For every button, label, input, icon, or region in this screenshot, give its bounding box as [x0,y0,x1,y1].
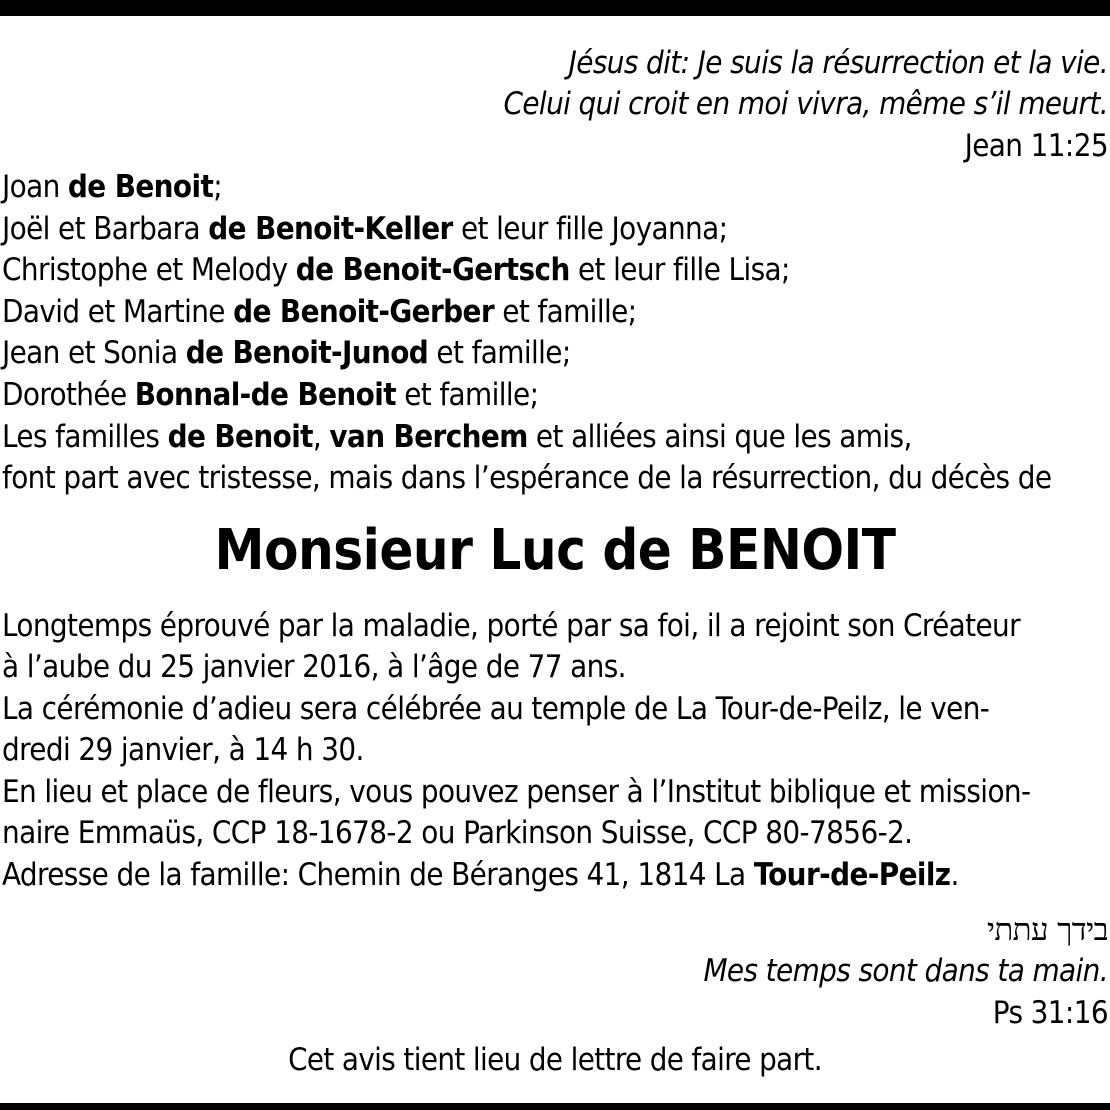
family-line-3-suffix: et leur fille Lisa; [569,252,790,288]
family-line-5-suffix: et famille; [428,335,571,371]
body-line-1: Longtemps éprouvé par la maladie, porté par sa foi, il a rejoint son Créateur [2,608,1020,644]
footer-note: Cet avis tient lieu de lettre de faire part. [288,1042,822,1078]
family-line-4-suffix: et famille; [494,294,637,330]
family-line-1-suffix: ; [213,169,222,205]
body-line-7-place: Tour-de-Peilz [753,857,951,893]
family-line-2 [2,210,727,248]
family-line-7-text: Les familles [2,419,168,455]
body-line-7-suffix: . [950,857,959,893]
family-line-7-separator: , [312,419,330,455]
family-line-4-text: David et Martine [2,294,234,330]
verse-top-line-2: Celui qui croit en moi vivra, même s’il meurt. [503,86,1108,122]
verse-bottom-reference: Ps 31:16 [992,995,1108,1031]
body-line-4: dredi 29 janvier, à 14 h 30. [2,732,364,768]
family-line-8: font part avec tristesse, mais dans l’espérance de la résurrection, du décès de [2,460,1052,496]
family-line-1 [2,168,222,206]
family-line-4-name: de Benoit-Gerber [233,294,494,330]
deceased-name: Monsieur Luc de BENOIT [214,518,896,583]
family-line-6-name: Bonnal-de Benoit [134,377,396,413]
verse-bottom-line: Mes temps sont dans ta main. [703,953,1108,989]
family-line-6 [2,376,538,414]
family-line-7-name-2: van Berchem [329,419,528,455]
family-line-3-name: de Benoit-Gertsch [295,252,570,288]
family-line-7-name-1: de Benoit [167,419,313,455]
family-line-7 [2,418,912,456]
verse-top-line-1: Jésus dit: Je suis la résurrection et la vie. [568,45,1108,81]
family-line-5-text: Jean et Sonia [2,335,186,371]
verse-bottom-hebrew: בידך עתתי [986,912,1108,948]
body-line-5: En lieu et place de fleurs, vous pouvez penser à l’Institut biblique et mission- [2,774,1031,810]
family-line-3 [2,251,790,289]
body-line-7-text: Adresse de la famille: Chemin de Béranges 41, 1814 La [2,857,754,893]
family-line-2-suffix: et leur fille Joyanna; [452,211,728,247]
body-line-3: La cérémonie d’adieu sera célébrée au temple de La Tour-de-Peilz, le ven- [2,691,990,727]
family-line-5-name: de Benoit-Junod [185,335,429,371]
family-line-1-text: Joan [2,169,68,205]
family-line-3-text: Christophe et Melody [2,252,296,288]
family-line-1-name: de Benoit [67,169,214,205]
family-line-7-suffix: et alliées ainsi que les amis, [527,419,912,455]
family-line-4 [2,293,637,331]
body-line-2: à l’aube du 25 janvier 2016, à l’âge de 77 ans. [2,649,626,685]
body-line-7 [2,856,959,894]
top-border-rule [0,0,1110,16]
family-line-6-text: Dorothée [2,377,135,413]
body-line-6: naire Emmaüs, CCP 18-1678-2 ou Parkinson Suisse, CCP 80-7856-2. [2,815,913,851]
family-line-2-name: de Benoit-Keller [208,211,453,247]
verse-top-reference: Jean 11:25 [964,128,1108,164]
family-line-2-text: Joël et Barbara [2,211,209,247]
bottom-border-rule [0,1103,1110,1110]
family-line-5 [2,334,571,372]
family-line-6-suffix: et famille; [395,377,539,413]
